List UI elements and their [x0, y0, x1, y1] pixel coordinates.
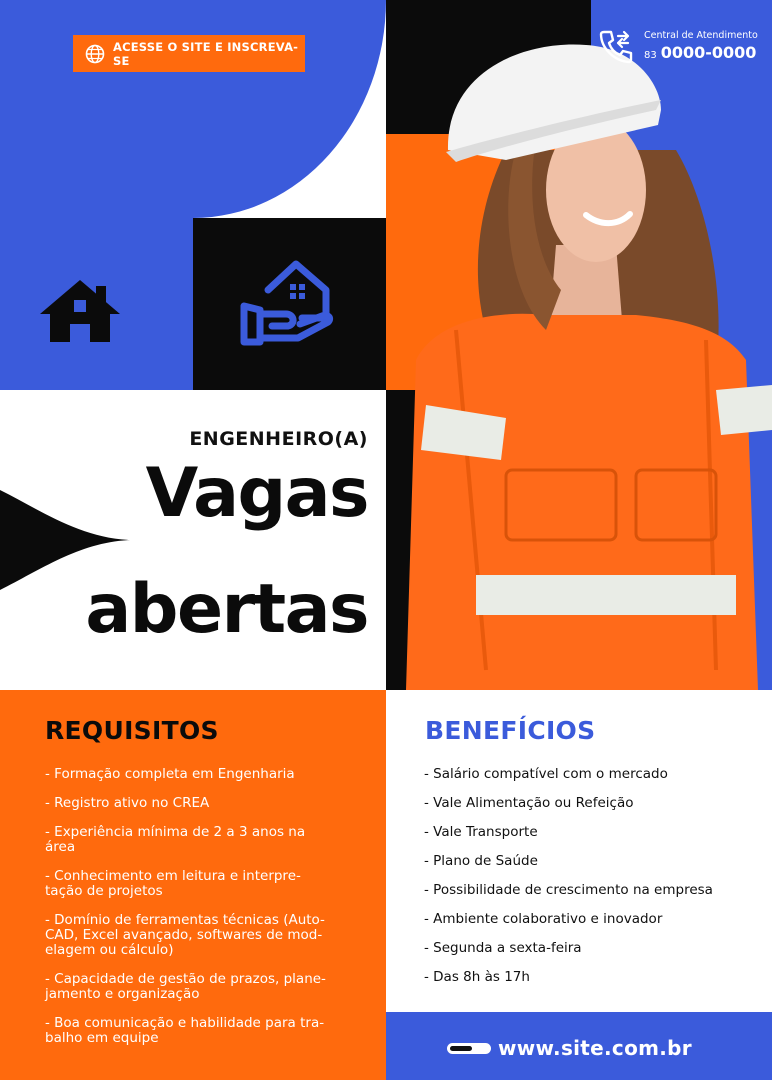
- beneficio-item: - Vale Transporte: [424, 824, 538, 840]
- job-role: ENGENHEIRO(A): [189, 428, 368, 450]
- contact-label: Central de Atendimento: [644, 30, 758, 42]
- requisito-item: [45, 796, 365, 811]
- contact-area-code: 83: [644, 49, 657, 61]
- requisitos-list: [45, 767, 365, 1060]
- requisito-line: balho em equipe: [45, 1030, 159, 1046]
- contact-block: [598, 28, 758, 64]
- requisito-item: [45, 825, 365, 855]
- requisito-line: - Conhecimento em leitura e interpre-: [45, 868, 301, 884]
- beneficio-item: - Ambiente colaborativo e inovador: [424, 911, 663, 927]
- requisito-line: jamento e organização: [45, 986, 200, 1002]
- bg-block-quarter-circle: [193, 0, 386, 218]
- requisito-line: - Domínio de ferramentas técnicas (Auto-: [45, 912, 325, 928]
- website-signup-button[interactable]: [73, 35, 305, 72]
- requisito-line: - Boa comunicação e habilidade para tra-: [45, 1015, 325, 1031]
- beneficio-item: - Segunda a sexta-feira: [424, 940, 582, 956]
- globe-icon: [85, 44, 105, 64]
- requisito-item: [45, 972, 365, 1002]
- beneficio-item: - Salário compatível com o mercado: [424, 766, 668, 782]
- link-icon: [447, 1043, 491, 1054]
- website-url[interactable]: www.site.com.br: [498, 1036, 692, 1060]
- headline-line1: Vagas: [145, 454, 368, 533]
- phone-icon: [598, 28, 634, 64]
- headline-line2: abertas: [85, 570, 368, 649]
- requisito-item: [45, 767, 365, 782]
- hand-house-icon: [238, 256, 336, 350]
- requisito-item: [45, 913, 365, 958]
- requisito-line: tação de projetos: [45, 883, 163, 899]
- beneficio-item: - Das 8h às 17h: [424, 969, 530, 985]
- beneficio-item: - Plano de Saúde: [424, 853, 538, 869]
- beneficios-list: [424, 767, 764, 999]
- contact-number: 0000-0000: [660, 42, 757, 62]
- requisito-line: CAD, Excel avançado, softwares de mod-: [45, 927, 323, 943]
- requisitos-title: REQUISITOS: [45, 716, 219, 745]
- requisito-item: [45, 869, 365, 899]
- beneficios-title: BENEFÍCIOS: [425, 716, 596, 745]
- requisito-line: elagem ou cálculo): [45, 942, 174, 958]
- beneficio-item: - Vale Alimentação ou Refeição: [424, 795, 634, 811]
- requisito-line: área: [45, 839, 76, 855]
- house-icon: [36, 276, 124, 344]
- website-signup-label: ACESSE O SITE E INSCREVA-SE: [113, 39, 299, 68]
- requisito-line: - Formação completa em Engenharia: [45, 766, 295, 782]
- requisito-item: [45, 1016, 365, 1046]
- worker-photo: [386, 30, 772, 690]
- beneficio-item: - Possibilidade de crescimento na empresa: [424, 882, 713, 898]
- requisito-line: - Registro ativo no CREA: [45, 795, 210, 811]
- requisito-line: - Capacidade de gestão de prazos, plane-: [45, 971, 326, 987]
- bg-block-blue-tl: [0, 0, 193, 218]
- requisito-line: - Experiência mínima de 2 a 3 anos na: [45, 824, 306, 840]
